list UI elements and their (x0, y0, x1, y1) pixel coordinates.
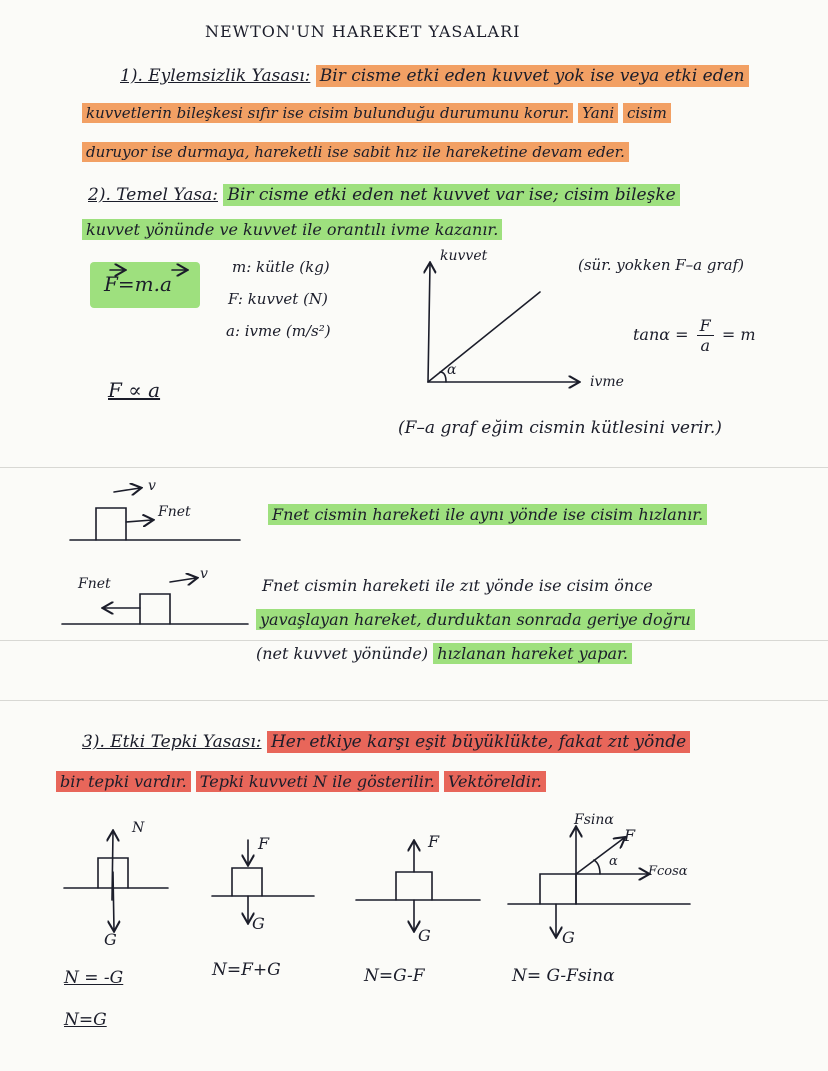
case2-f-label: Fnet (78, 576, 111, 592)
graph-line (428, 292, 540, 382)
case1-v-label: v (148, 478, 156, 494)
law1-text-1: Bir cisme etki eden kuvvet yok ise veya etki eden (316, 65, 749, 87)
tan-lhs: tanα = (633, 325, 689, 344)
graph-note: (sür. yokken F–a graf) (578, 256, 744, 274)
law1-text-2b: Yani (578, 103, 618, 123)
diag1-g-arrow (113, 872, 114, 930)
page-title: NEWTON'UN HAREKET YASALARI (205, 22, 521, 41)
law3-text-2a: bir tepki vardır. (56, 771, 191, 792)
graph-angle-label: α (447, 362, 457, 378)
diag4-eq: N= G-Fsinα (512, 966, 615, 986)
diag4-block (540, 874, 576, 904)
law1-heading: 1). Eylemsizlik Yasası: (120, 66, 311, 86)
law3-heading: 3). Etki Tepki Yasası: (82, 732, 262, 752)
law2-text-2: kuvvet yönünde ve kuvvet ile orantılı ivme kazanır. (82, 219, 502, 240)
tan-numerator: F (697, 316, 714, 336)
diag1-top-label: N (132, 820, 145, 836)
case2-velocity-arrow (170, 578, 196, 582)
proportional-label: F ∝ a (108, 378, 161, 402)
diag2-top-label: F (258, 834, 270, 853)
case2-block (140, 594, 170, 624)
law2-text-1: Bir cisme etki eden net kuvvet var ise; cisim bileşke (223, 184, 679, 206)
newton-formula: F=m.a (104, 272, 172, 296)
var-force: F: kuvvet (N) (228, 290, 328, 308)
graph-y-axis (428, 264, 430, 382)
diag4-bottom-label: G (562, 928, 575, 947)
law2-heading: 2). Temel Yasa: (88, 185, 218, 205)
diag4-fsin-label: Fsinα (574, 812, 614, 828)
diag4-angle-arc (594, 860, 600, 874)
diag3-eq: N=G-F (364, 966, 425, 986)
tan-denominator: a (700, 336, 710, 355)
var-mass: m: kütle (kg) (232, 258, 330, 276)
diag1-eq1: N = -G (64, 968, 124, 988)
diag2-block (232, 868, 262, 896)
law3-text-2b: Tepki kuvveti N ile gösterilir. (196, 771, 439, 792)
case1-force-arrow (126, 520, 152, 522)
law3-text-1: Her etkiye karşı eşit büyüklükte, fakat zıt yönde (267, 731, 690, 753)
diag3-top-label: F (428, 832, 440, 851)
case2-v-label: v (200, 566, 208, 582)
slope-note: (F–a graf eğim cismin kütlesini verir.) (398, 418, 722, 438)
tan-rhs: = m (721, 325, 756, 344)
diag4-fcos-label: Fcosα (648, 864, 688, 879)
law1-text-2c: cisim (623, 103, 671, 123)
case1-f-label: Fnet (158, 504, 191, 520)
law1-text-2a: kuvvetlerin bileşkesi sıfır ise cisim bulunduğu durumunu korur. (82, 103, 573, 123)
case2-highlight-3: hızlanan hareket yapar. (433, 643, 632, 664)
law1-text-3: duruyor ise durmaya, hareketli ise sabit hız ile hareketine devam eder. (82, 142, 629, 162)
diag4-f-label: F (624, 826, 636, 845)
case2-highlight-2: yavaşlayan hareket, durduktan sonrada geriye doğru (256, 609, 695, 630)
diag4-angle-label: α (609, 854, 618, 869)
diag3-block (396, 872, 432, 900)
diag1-bottom-label: G (104, 930, 117, 949)
var-accel: a: ivme (m/s²) (226, 322, 331, 340)
diag3-bottom-label: G (418, 926, 431, 945)
case1-block (96, 508, 126, 540)
graph-x-label: ivme (590, 374, 624, 390)
diag2-bottom-label: G (252, 914, 265, 933)
diag2-eq: N=F+G (212, 960, 281, 980)
case2-line1: Fnet cismin hareketi ile zıt yönde ise cisim önce (262, 576, 653, 595)
diag1-eq2: N=G (64, 1010, 107, 1030)
case2-line3a: (net kuvvet yönünde) (256, 644, 429, 663)
case1-velocity-arrow (114, 488, 140, 492)
graph-y-label: kuvvet (440, 248, 488, 264)
graph-angle-arc (440, 372, 446, 382)
law3-text-2c: Vektöreldir. (444, 771, 546, 792)
case1-highlight: Fnet cismin hareketi ile aynı yönde ise cisim hızlanır. (268, 504, 707, 525)
